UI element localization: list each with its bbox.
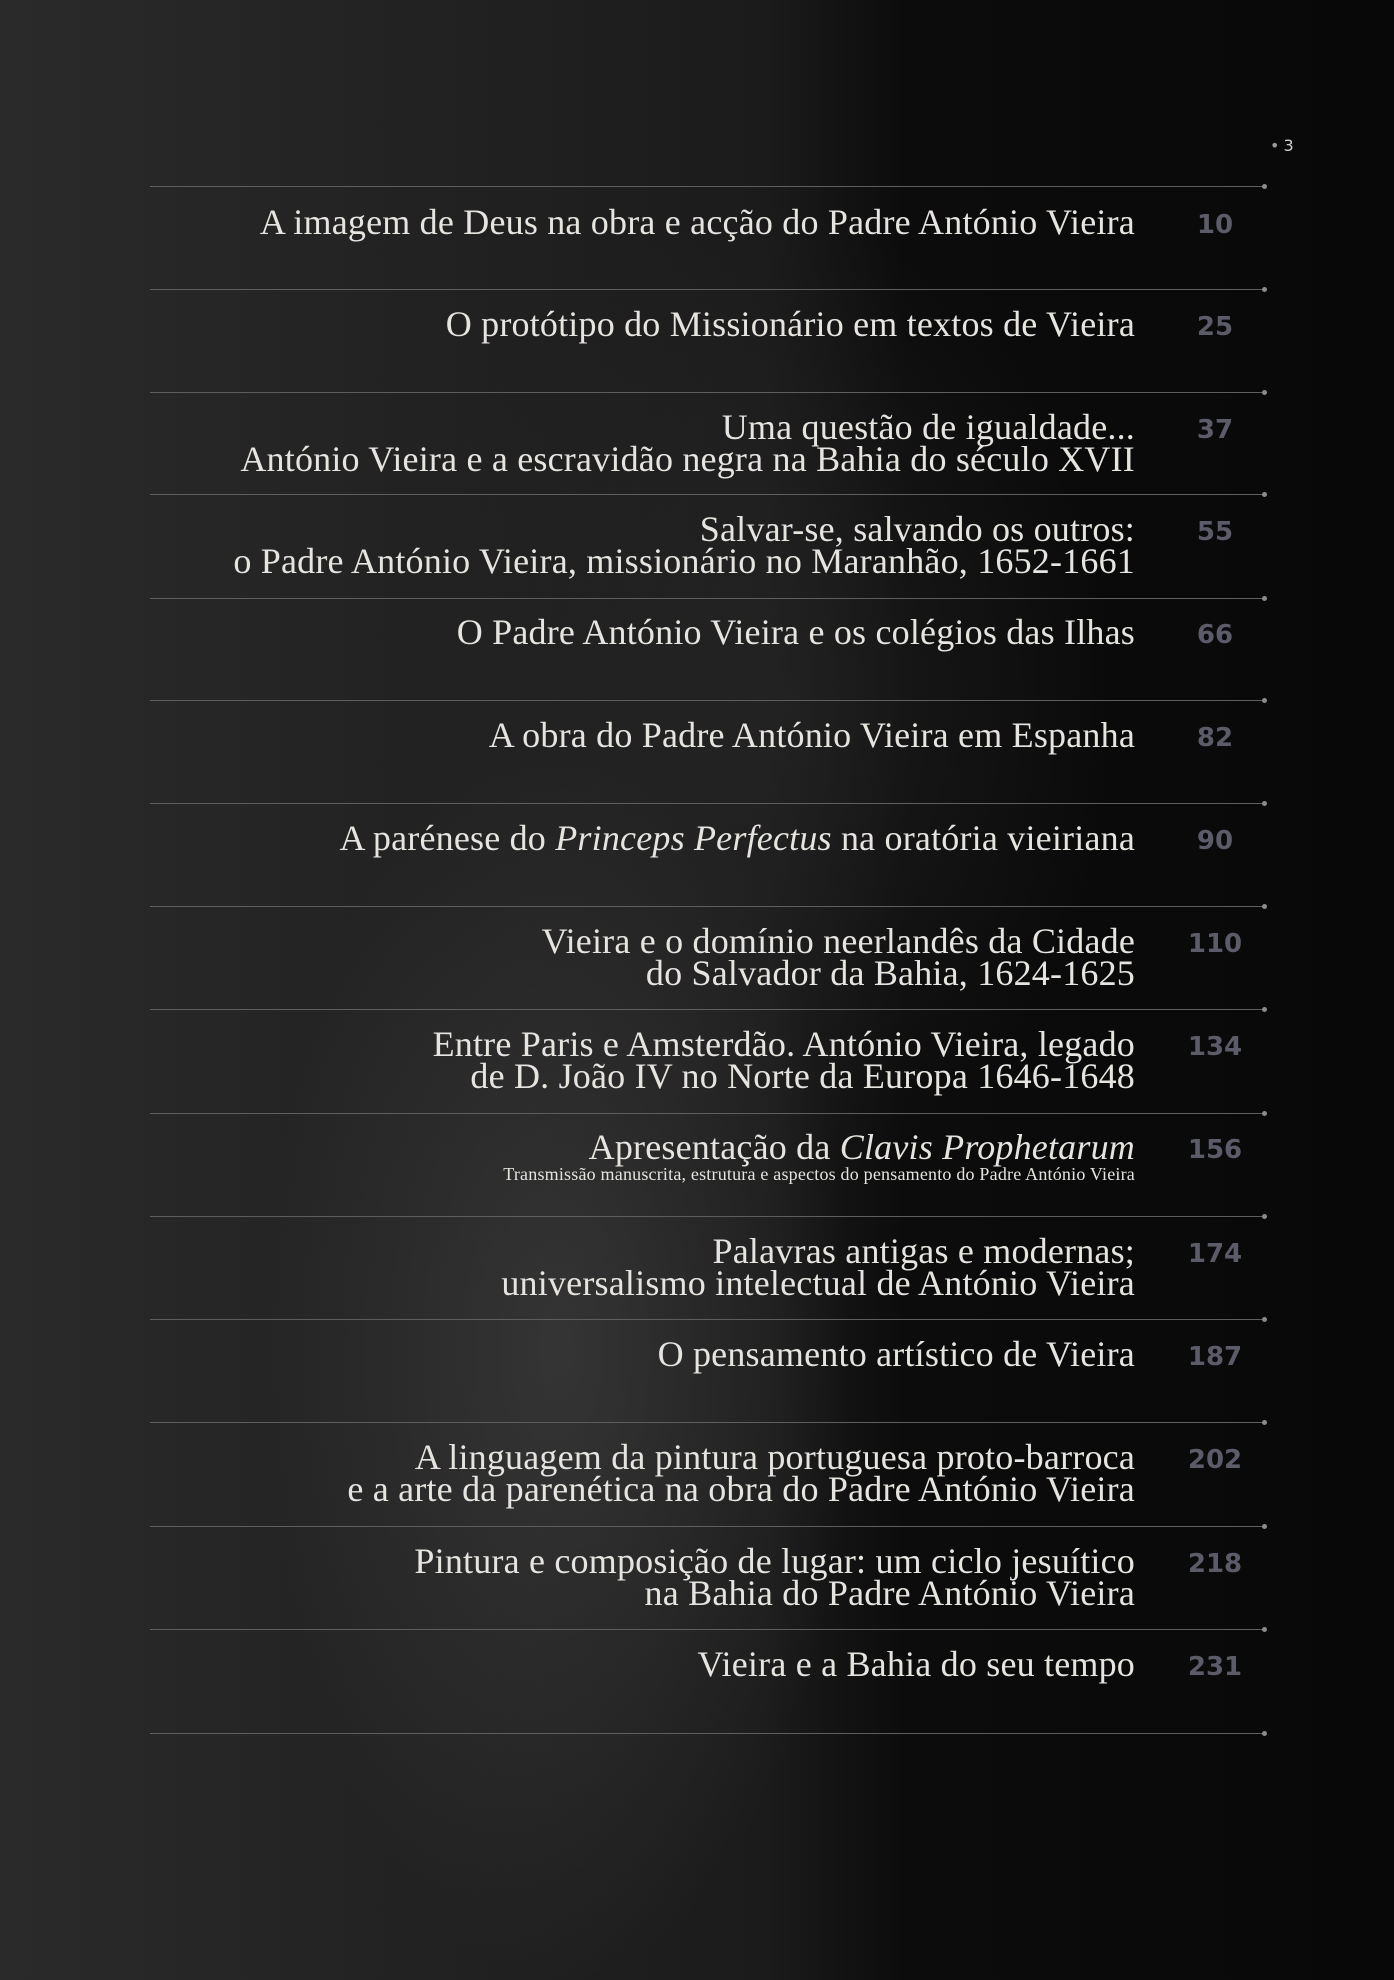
toc-entry[interactable] bbox=[120, 715, 1385, 819]
toc-entry[interactable] bbox=[120, 1024, 1385, 1128]
toc-entry-page-number: 202 bbox=[1187, 1445, 1243, 1475]
toc-entry-title bbox=[445, 304, 1135, 344]
toc-entry-line: O Padre António Vieira e os colégios das Ilhas bbox=[456, 612, 1135, 652]
toc-entry-line: O pensamento artístico de Vieira bbox=[657, 1334, 1135, 1374]
toc-entry-page-number: 231 bbox=[1187, 1652, 1243, 1682]
toc-entry-page-number: 66 bbox=[1196, 620, 1234, 650]
toc-entry-line: Uma questão de igualdade... bbox=[721, 407, 1135, 447]
toc-entry-title bbox=[456, 612, 1135, 652]
toc-entry-line: António Vieira e a escravidão negra na Bahia do século XVII bbox=[240, 439, 1135, 479]
toc-entry[interactable] bbox=[120, 407, 1385, 511]
toc-entry-page-number: 187 bbox=[1187, 1342, 1243, 1372]
toc-entry-line: universalismo intelectual de António Vieira bbox=[501, 1263, 1135, 1303]
toc-entry-page-number: 10 bbox=[1196, 210, 1234, 240]
toc-entry-line: na Bahia do Padre António Vieira bbox=[644, 1573, 1135, 1613]
toc-entry-line: A parénese do Princeps Perfectus na oratória vieiriana bbox=[339, 818, 1135, 858]
toc-entry[interactable] bbox=[120, 509, 1385, 613]
page-number: • 3 bbox=[1270, 136, 1294, 155]
divider-rule bbox=[150, 186, 1265, 187]
toc-entry[interactable] bbox=[120, 1231, 1385, 1335]
toc-entry-line: Vieira e a Bahia do seu tempo bbox=[697, 1644, 1135, 1684]
toc-entry-title bbox=[339, 818, 1135, 858]
toc-entry-title bbox=[501, 1231, 1135, 1303]
toc-entry-title bbox=[240, 407, 1135, 479]
toc-entry-line: de D. João IV no Norte da Europa 1646-1648 bbox=[470, 1056, 1135, 1096]
toc-entry-title bbox=[233, 509, 1135, 581]
toc-entry-title bbox=[697, 1644, 1135, 1684]
toc-entry-line: Pintura e composição de lugar: um ciclo jesuítico bbox=[414, 1541, 1135, 1581]
toc-entry-title bbox=[657, 1334, 1135, 1374]
toc-entry-page-number: 37 bbox=[1196, 415, 1234, 445]
toc-entry-line: Entre Paris e Amsterdão. António Vieira, legado bbox=[432, 1024, 1135, 1064]
toc-entry-line: A linguagem da pintura portuguesa proto-barroca bbox=[414, 1437, 1135, 1477]
toc-entry[interactable] bbox=[120, 202, 1385, 306]
toc-entry[interactable] bbox=[120, 1127, 1385, 1231]
toc-entry[interactable] bbox=[120, 818, 1385, 922]
toc-entry-line: A imagem de Deus na obra e acção do Padre António Vieira bbox=[259, 202, 1135, 242]
toc-entry[interactable] bbox=[120, 921, 1385, 1025]
toc-entry[interactable] bbox=[120, 1437, 1385, 1541]
toc-entry-line: o Padre António Vieira, missionário no Maranhão, 1652-1661 bbox=[233, 541, 1135, 581]
toc-entry-line: Vieira e o domínio neerlandês da Cidade bbox=[541, 921, 1135, 961]
toc-entry[interactable] bbox=[120, 612, 1385, 716]
toc-entry-title bbox=[414, 1541, 1135, 1613]
toc-entry-line: do Salvador da Bahia, 1624-1625 bbox=[645, 953, 1135, 993]
toc-entry[interactable] bbox=[120, 304, 1385, 408]
toc-entry-line: e a arte da parenética na obra do Padre António Vieira bbox=[347, 1469, 1135, 1509]
toc-entry-title bbox=[503, 1127, 1135, 1185]
toc-entry-page-number: 55 bbox=[1196, 517, 1234, 547]
toc-entry-page-number: 82 bbox=[1196, 723, 1234, 753]
toc-entry-page-number: 134 bbox=[1187, 1032, 1243, 1062]
toc-entry-line: Apresentação da Clavis Prophetarum bbox=[588, 1127, 1135, 1167]
toc-entry-title bbox=[347, 1437, 1135, 1509]
toc-entry-page-number: 90 bbox=[1196, 826, 1234, 856]
toc-entry-page-number: 174 bbox=[1187, 1239, 1243, 1269]
toc-entry[interactable] bbox=[120, 1541, 1385, 1645]
toc-entry-title bbox=[259, 202, 1135, 242]
toc-entry-line: Palavras antigas e modernas; bbox=[712, 1231, 1135, 1271]
toc-entry-page-number: 156 bbox=[1187, 1135, 1243, 1165]
toc-entry[interactable] bbox=[120, 1334, 1385, 1438]
toc-entry-line: O protótipo do Missionário em textos de Vieira bbox=[445, 304, 1135, 344]
toc-entry-title bbox=[432, 1024, 1135, 1096]
toc-entry[interactable] bbox=[120, 1644, 1385, 1748]
toc-entry-line: A obra do Padre António Vieira em Espanha bbox=[488, 715, 1135, 755]
toc-entry-title bbox=[488, 715, 1135, 755]
toc-entry-page-number: 25 bbox=[1196, 312, 1234, 342]
toc-entry-line: Salvar-se, salvando os outros: bbox=[699, 509, 1135, 549]
toc-entry-line: Transmissão manuscrita, estrutura e aspectos do pensamento do Padre António Vieira bbox=[503, 1164, 1135, 1184]
toc-entry-page-number: 218 bbox=[1187, 1549, 1243, 1579]
toc-entry-title bbox=[541, 921, 1135, 993]
toc-entry-page-number: 110 bbox=[1187, 929, 1243, 959]
